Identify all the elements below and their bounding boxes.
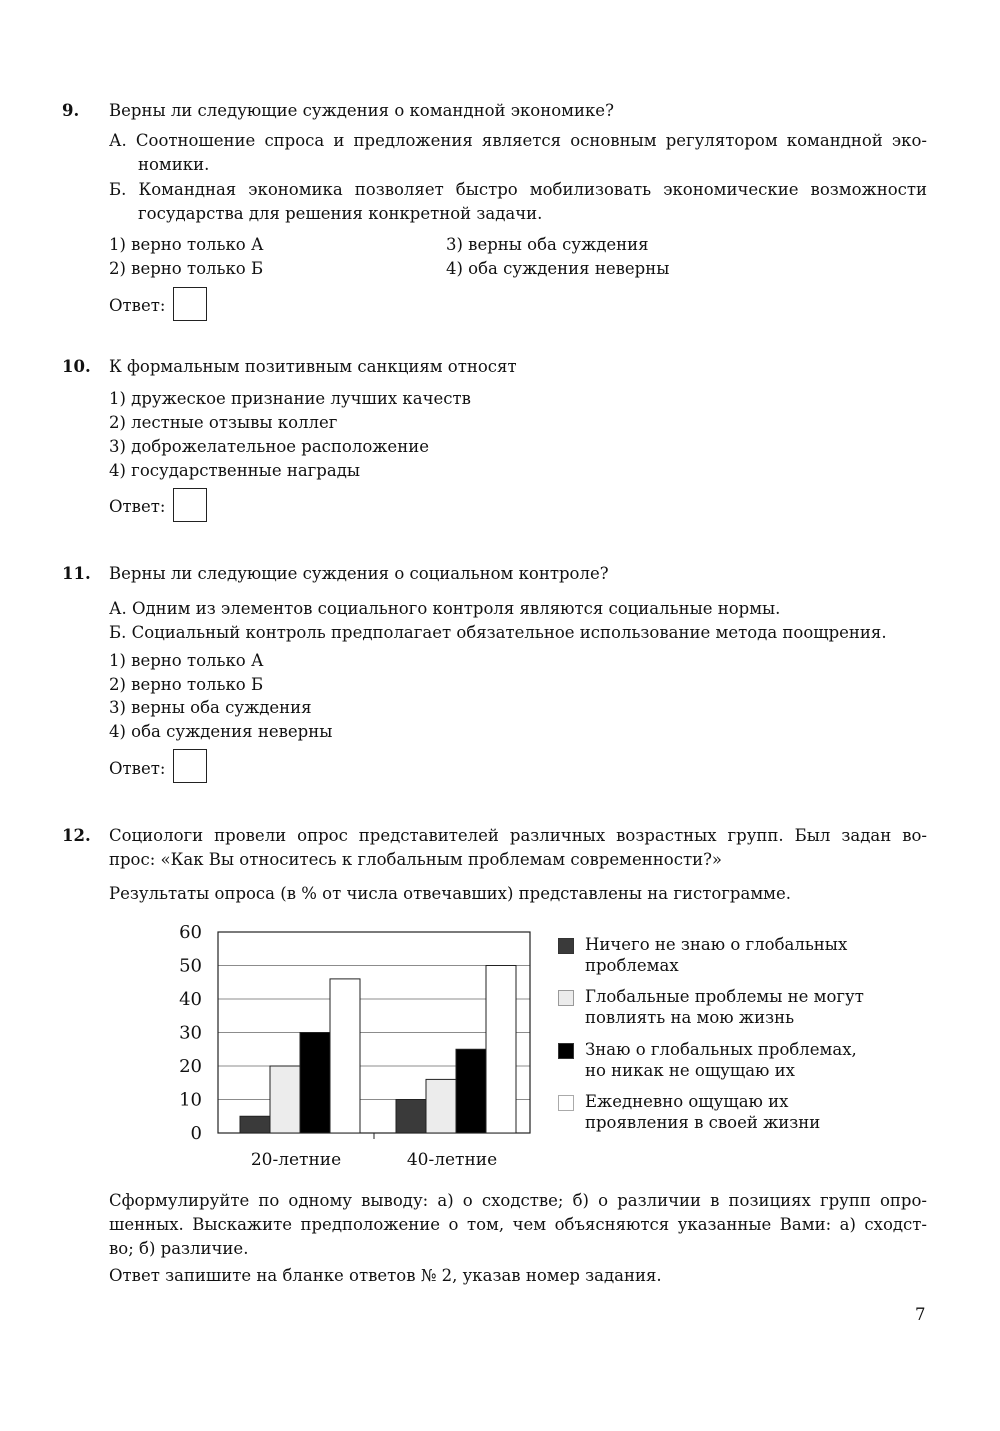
- q9-answer-box[interactable]: [173, 287, 207, 321]
- chart-legend: [555, 935, 935, 1142]
- y-tick-label-40: 40: [179, 989, 202, 1010]
- legend-label-4a: Ежедневно ощущаю их: [585, 1092, 789, 1111]
- legend-swatch-2: [558, 990, 574, 1006]
- legend-item-3: [555, 1040, 935, 1092]
- q12-task-line3: во; б) различие.: [109, 1239, 249, 1258]
- q12-task-line1: Сформулируйте по одному выводу: а) о сходстве; б) о различии в позициях групп опро-: [109, 1191, 927, 1210]
- y-tick-label-0: 0: [190, 1123, 202, 1144]
- legend-label-1b: проблемах: [585, 956, 679, 975]
- legend-item-1: [555, 935, 935, 987]
- bar-2-1: [396, 1100, 426, 1134]
- x-tick-label-1: 20-летние: [250, 1150, 342, 1170]
- q10-number: 10.: [62, 357, 91, 376]
- q12-results-text: Результаты опроса (в % от числа отвечавших) представлены на гистограмме.: [109, 884, 791, 903]
- q11-option-1: 1) верно только А: [109, 651, 264, 670]
- q9-option-1: 1) верно только А: [109, 235, 264, 254]
- q12-number: 12.: [62, 826, 91, 845]
- q11-statement-a: А. Одним из элементов социального контроля являются социальные нормы.: [109, 599, 781, 618]
- q11-stem: Верны ли следующие суждения о социальном контроле?: [109, 564, 609, 583]
- q9-stem: Верны ли следующие суждения о командной экономике?: [109, 101, 614, 120]
- page-number: 7: [915, 1305, 926, 1324]
- y-tick-label-10: 10: [179, 1089, 202, 1111]
- q11-statement-b: Б. Социальный контроль предполагает обязательное использование метода поощрения.: [109, 623, 887, 642]
- legend-label-3b: но никак не ощущаю их: [585, 1061, 795, 1080]
- q9-option-2: 2) верно только Б: [109, 259, 264, 278]
- bar-1-1: [240, 1116, 270, 1133]
- q9-option-4: 4) оба суждения неверны: [446, 259, 670, 278]
- q10-option-4: 4) государственные награды: [109, 461, 360, 480]
- q11-answer-label: Ответ:: [109, 759, 166, 778]
- q9-statement-b-line2: государства для решения конкретной задачи.: [138, 204, 543, 223]
- q11-option-3: 3) верны оба суждения: [109, 698, 312, 717]
- legend-label-1a: Ничего не знаю о глобальных: [585, 935, 848, 954]
- legend-label-2b: повлиять на мою жизнь: [585, 1008, 795, 1027]
- q11-number: 11.: [62, 564, 91, 583]
- legend-swatch-4: [558, 1095, 574, 1111]
- bar-2-4: [486, 966, 516, 1134]
- q9-number: 9.: [62, 101, 80, 120]
- legend-label-2a: Глобальные проблемы не могут: [585, 987, 864, 1006]
- q10-option-2: 2) лестные отзывы коллег: [109, 413, 338, 432]
- bar-1-2: [270, 1066, 300, 1133]
- legend-item-4: [555, 1092, 935, 1142]
- q9-option-3: 3) верны оба суждения: [446, 235, 649, 254]
- q11-option-4: 4) оба суждения неверны: [109, 722, 333, 741]
- y-tick-label-20: 20: [179, 1056, 202, 1077]
- q10-answer-box[interactable]: [173, 488, 207, 522]
- q12-stem-line1: Социологи провели опрос представителей различных возрастных групп. Был задан во-: [109, 826, 927, 845]
- legend-item-2: [555, 987, 935, 1040]
- q10-answer-label: Ответ:: [109, 497, 166, 516]
- q12-stem-line2: прос: «Как Вы относитесь к глобальным проблемам современности?»: [109, 850, 723, 869]
- q9-answer-label: Ответ:: [109, 296, 166, 315]
- q10-option-1: 1) дружеское признание лучших качеств: [109, 389, 471, 408]
- q11-option-2: 2) верно только Б: [109, 675, 264, 694]
- q12-task-line4: Ответ запишите на бланке ответов № 2, указав номер задания.: [109, 1266, 662, 1285]
- legend-label-3a: Знаю о глобальных проблемах,: [585, 1040, 857, 1059]
- q9-statement-a-line1: А. Соотношение спроса и предложения является основным регулятором командной эко-: [109, 131, 927, 150]
- y-tick-label-60: 60: [179, 922, 202, 943]
- q12-task-line2: шенных. Выскажите предположение о том, чем объясняются указанные Вами: а) сходст-: [109, 1215, 927, 1234]
- q9-statement-a-line2: номики.: [138, 155, 210, 174]
- q9-statement-b-line1: Б. Командная экономика позволяет быстро мобилизовать экономические возможности: [109, 180, 927, 199]
- legend-swatch-1: [558, 938, 574, 954]
- bar-2-3: [456, 1049, 486, 1133]
- x-tick-label-2: 40-летние: [406, 1150, 498, 1170]
- q10-option-3: 3) доброжелательное расположение: [109, 437, 429, 456]
- q11-answer-box[interactable]: [173, 749, 207, 783]
- legend-swatch-3: [558, 1043, 574, 1059]
- bar-1-4: [330, 979, 360, 1133]
- y-tick-label-30: 30: [179, 1022, 202, 1044]
- q10-stem: К формальным позитивным санкциям относят: [109, 357, 517, 376]
- bar-1-3: [300, 1033, 330, 1134]
- bar-2-2: [426, 1079, 456, 1133]
- histogram-chart: [150, 915, 550, 1175]
- legend-label-4b: проявления в своей жизни: [585, 1113, 821, 1132]
- y-tick-label-50: 50: [179, 955, 202, 977]
